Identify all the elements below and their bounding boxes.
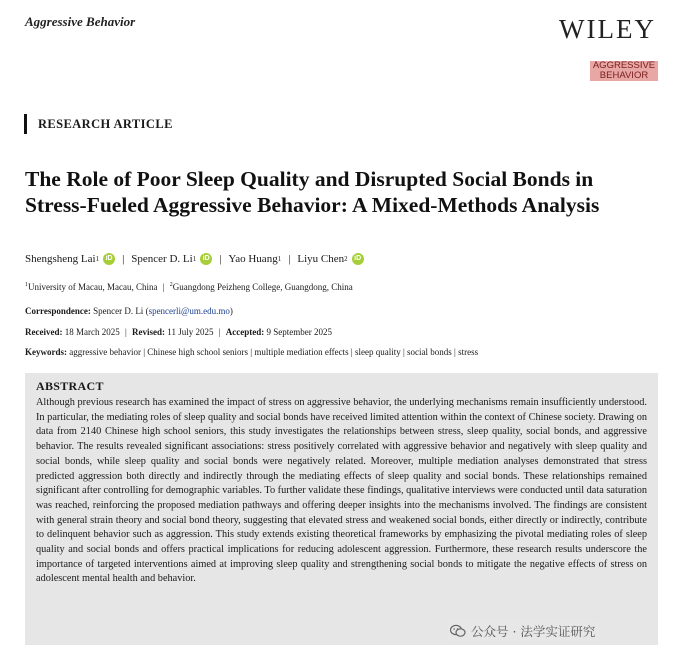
- revised-date: 11 July 2025: [167, 327, 214, 337]
- author-name[interactable]: Yao Huang: [228, 253, 278, 265]
- affiliation-text: Guangdong Peizheng College, Guangdong, China: [172, 282, 353, 292]
- abstract-heading: ABSTRACT: [36, 379, 104, 393]
- keyword: social bonds: [407, 347, 452, 357]
- wechat-icon: [450, 624, 466, 638]
- author-name[interactable]: Spencer D. Li: [131, 253, 193, 265]
- watermark-text: 公众号 · 法学实证研究: [471, 624, 596, 639]
- author-separator: |: [219, 253, 222, 265]
- affiliation-separator: |: [162, 282, 165, 292]
- received-label: Received:: [25, 327, 63, 337]
- correspondence-label: Correspondence:: [25, 306, 91, 316]
- keyword: stress: [458, 347, 479, 357]
- keyword: multiple mediation effects: [254, 347, 349, 357]
- article-dates: [25, 327, 332, 337]
- author-separator: |: [288, 253, 291, 265]
- keyword: Chinese high school seniors: [147, 347, 249, 357]
- keywords: Keywords: aggressive behavior | Chinese high school seniors | multiple mediation effects | sleep quality | social bonds | stress: [25, 347, 479, 357]
- correspondence: Correspondence: Spencer D. Li (spencerli@um.edu.mo): [25, 306, 233, 316]
- author-affiliation-sup: 1: [192, 255, 197, 263]
- keywords-label: Keywords:: [25, 347, 67, 357]
- date-separator: |: [218, 327, 221, 337]
- orcid-icon[interactable]: iD: [352, 253, 364, 265]
- affiliation-sup: 1: [25, 282, 28, 288]
- affiliation-text: University of Macau, Macau, China: [28, 282, 158, 292]
- abstract-text: Although previous research has examined the impact of stress on aggressive behavior, the underlying mechanisms remain insufficiently understood. In particular, the mediating roles of sleep quality and social bonds have received limited attention within the context of Chinese society. Drawing on data from 2140 Chinese high school seniors, this study investigates the relationships between stress, sleep quality, social bonds, and aggressive behavior. The results revealed significant associations: stress positively correlated with aggressive behavior and negatively with sleep quality and social bonds, while sleep quality and social bonds were negatively related. Moreover, multiple mediation analyses demonstrated that stress predicted aggression both directly and indirectly through the mediating effects of sleep quality and social bonds. These relationships remained significant after controlling for demographic variables. To further validate these findings, qualitative interviews were conducted until data saturation was reached, reinforcing the proposed mediation pathways and offering deeper insights into the mechanisms involved. The findings are consistent with general strain theory and social bond theory, suggesting that elevated stress and weakened social bonds, either directly or indirectly, contribute to delinquent behavior such as aggression. This study extends existing theoretical frameworks by emphasizing the pivotal mediating roles of sleep quality and social bonds and offers practical implications for reducing adolescent aggression. Furthermore, these research results underscore the importance of targeted interventions aimed at improving sleep quality and strengthening social bonds to mitigate the negative effects of stress on adolescent mental health and behavior.: [36, 397, 647, 585]
- journal-badge-line1: AGGRESSIVE: [592, 60, 656, 71]
- author-affiliation-sup: 1: [277, 255, 282, 263]
- orcid-icon[interactable]: iD: [200, 253, 212, 265]
- journal-badge-line2: BEHAVIOR: [599, 70, 649, 81]
- author-name[interactable]: Liyu Chen: [297, 253, 345, 265]
- keyword: sleep quality: [354, 347, 401, 357]
- article-type: RESEARCH ARTICLE: [24, 114, 173, 134]
- accepted-date: 9 September 2025: [266, 327, 333, 337]
- affiliation-sup: 2: [169, 282, 173, 288]
- author-list: [25, 253, 364, 265]
- accepted-label: Accepted:: [225, 327, 265, 337]
- wechat-watermark: [447, 621, 598, 641]
- abstract-box: [25, 373, 658, 645]
- revised-label: Revised:: [132, 327, 166, 337]
- orcid-icon[interactable]: iD: [103, 253, 115, 265]
- date-separator: |: [124, 327, 127, 337]
- correspondence-email-link[interactable]: spencerli@um.edu.mo: [148, 306, 230, 316]
- affiliations: [25, 282, 353, 292]
- article-title: The Role of Poor Sleep Quality and Disrupted Social Bonds in Stress-Fueled Aggressive Behavior: A Mixed-Methods Analysis: [25, 167, 600, 217]
- received-date: 18 March 2025: [64, 327, 120, 337]
- journal-badge: [590, 61, 658, 81]
- correspondence-name: Spencer D. Li: [93, 306, 144, 316]
- keyword: aggressive behavior: [69, 347, 141, 357]
- author-separator: |: [122, 253, 125, 265]
- journal-name: Aggressive Behavior: [25, 14, 136, 29]
- publisher-logo: WILEY: [559, 14, 656, 44]
- author-name[interactable]: Shengsheng Lai: [25, 253, 96, 265]
- author-affiliation-sup: 2: [344, 255, 348, 263]
- author-affiliation-sup: 1: [95, 255, 100, 263]
